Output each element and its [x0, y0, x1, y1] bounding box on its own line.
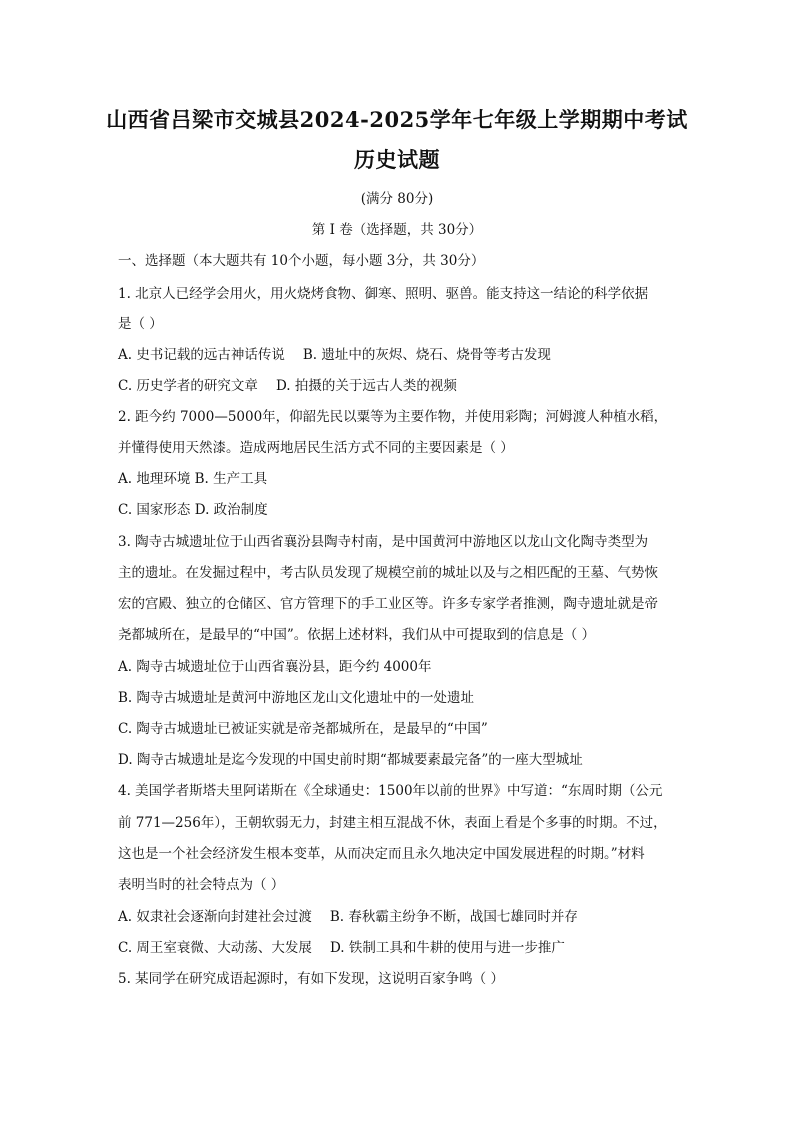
volume-heading: 第 I 卷（选择题，共 30分）	[311, 222, 483, 238]
q3-stem-line2: 主的遗址。在发掘过程中，考古队员发现了规模空前的城址以及与之相匹配的王墓、气势恢	[118, 565, 658, 581]
q1-stem-line2: 是（ ）	[118, 316, 163, 332]
q2-options-row2	[118, 498, 688, 518]
q3-stem-line1: 3. 陶寺古城遗址位于山西省襄汾县陶寺村南，是中国黄河中游地区以龙山文化陶寺类型为	[118, 534, 649, 550]
q4-option-a: A. 奴隶社会逐渐向封建社会过渡	[118, 909, 312, 925]
q1-option-d: D. 拍摄的关于远古人类的视频	[275, 378, 457, 394]
q2-options-row1	[118, 467, 688, 487]
q1-option-c: C. 历史学者的研究文章	[118, 378, 258, 394]
full-score-note: (满分 80分)	[360, 191, 434, 207]
q1-stem-line1: 1. 北京人已经学会用火，用火烧烤食物、御寒、照明、驱兽。能支持这一结论的科学依据	[118, 286, 649, 302]
q3-option-b: B. 陶寺古城遗址是黄河中游地区龙山文化遗址中的一处遗址	[118, 690, 475, 706]
q4-options-row2	[118, 936, 688, 956]
q4-options-row1	[118, 905, 688, 925]
q1-options-row1	[118, 343, 688, 363]
q4-stem-line4: 表明当时的社会特点为（ ）	[118, 877, 285, 893]
q1-option-b: B. 遗址中的灰烬、烧石、烧骨等考古发现	[302, 347, 551, 363]
q4-option-b: B. 春秋霸主纷争不断，战国七雄同时并存	[329, 909, 578, 925]
q2-option-c: C. 国家形态	[118, 502, 191, 518]
q5-stem-line1: 5. 某同学在研究成语起源时，有如下发现，这说明百家争鸣（ ）	[118, 971, 504, 987]
q4-stem-line1: 4. 美国学者斯塔夫里阿诺斯在《全球通史：1500年以前的世界》中写道：“东周时期（公元	[118, 783, 663, 799]
q2-stem-line1: 2. 距今约 7000—5000年，仰韶先民以粟等为主要作物，并使用彩陶；河姆渡人种植水稻，	[118, 409, 668, 425]
q1-options-row2	[118, 374, 688, 394]
q2-option-d: D. 政治制度	[194, 502, 268, 518]
q1-option-a: A. 史书记载的远古神话传说	[118, 347, 285, 363]
q3-option-d: D. 陶寺古城遗址是迄今发现的中国史前时期“都城要素最完备”的一座大型城址	[118, 752, 583, 768]
q4-stem-line2: 前 771—256年），王朝软弱无力，封建主相互混战不休，表面上看是个多事的时期。不过，	[118, 815, 667, 831]
section-heading: 一、选择题（本大题共有 10个小题，每小题 3分，共 30分）	[118, 253, 485, 269]
exam-subject-title: 历史试题	[354, 147, 440, 172]
q3-stem-line3: 宏的宫殿、独立的仓储区、官方管理下的手工业区等。许多专家学者推测，陶寺遗址就是帝	[118, 596, 658, 612]
q3-option-a: A. 陶寺古城遗址位于山西省襄汾县，距今约 4000年	[118, 659, 432, 675]
q2-option-a: A. 地理环境	[118, 471, 191, 487]
q4-option-d: D. 铁制工具和牛耕的使用与进一步推广	[329, 940, 565, 956]
q3-option-c: C. 陶寺古城遗址已被证实就是帝尧都城所在，是最早的“中国”	[118, 721, 488, 737]
q4-option-c: C. 周王室衰微、大动荡、大发展	[118, 940, 312, 956]
q2-stem-line2: 并懂得使用天然漆。造成两地居民生活方式不同的主要因素是（ ）	[118, 440, 514, 456]
exam-title: 山西省吕梁市交城县2024-2025学年七年级上学期期中考试	[106, 107, 688, 132]
q4-stem-line3: 这也是一个社会经济发生根本变革，从而决定而且永久地决定中国发展进程的时期。”材料	[118, 846, 645, 862]
q3-stem-line4: 尧都城所在，是最早的“中国”。依据上述材料，我们从中可提取到的信息是（ ）	[118, 627, 596, 643]
q2-option-b: B. 生产工具	[194, 471, 268, 487]
